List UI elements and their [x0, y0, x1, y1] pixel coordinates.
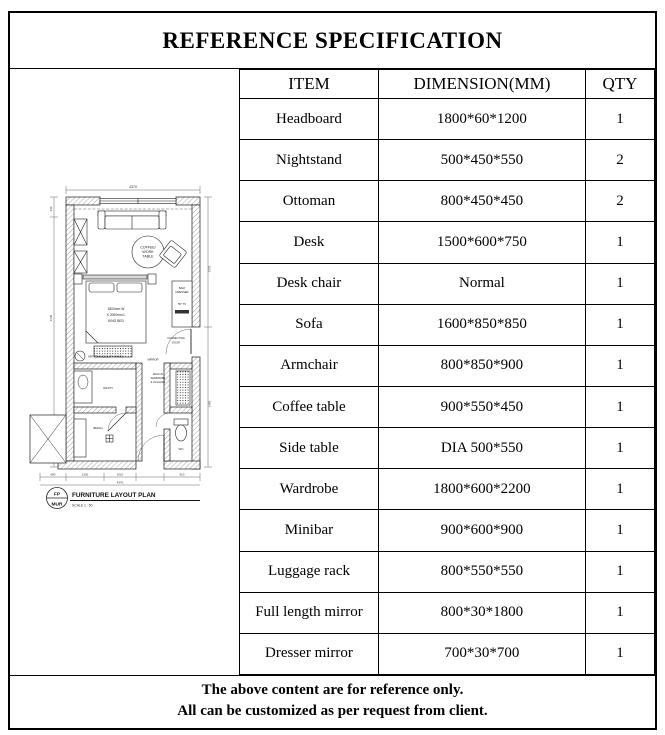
table-row	[240, 140, 655, 181]
qty-cell: 1	[585, 99, 654, 140]
title-bar	[10, 13, 655, 69]
header-item: ITEM	[240, 70, 379, 99]
qty-cell: 1	[585, 222, 654, 263]
qty-cell: 1	[585, 469, 654, 510]
dim-top: 4370	[129, 185, 137, 189]
qty-cell: 1	[585, 592, 654, 633]
dimension-cell: 1500*600*750	[378, 222, 585, 263]
footer-line-1: The above content are for reference only.	[201, 682, 464, 698]
dim-bottom-1: 680	[50, 472, 56, 477]
armchair	[159, 240, 187, 268]
partition-bath-top	[74, 363, 136, 369]
mirror-label: MIRROR	[147, 358, 159, 362]
partition-corridor-left	[136, 363, 142, 461]
qty-cell: 1	[585, 304, 654, 345]
wall-bottom-right	[164, 461, 200, 469]
dim-right-2: 1450	[207, 400, 212, 408]
wall-left	[66, 205, 74, 461]
svg-text:X 2000mm L: X 2000mm L	[106, 313, 126, 317]
qty-cell: 1	[585, 428, 654, 469]
bar-label-1: BAR/	[178, 287, 186, 290]
coffee-work-table	[132, 236, 164, 268]
art-panel-label: ART TRANQUILITY PANEL	[88, 354, 124, 359]
luggage-rack	[176, 371, 190, 405]
dim-left-2: 4730	[49, 314, 53, 322]
bench-label: BENCH	[93, 427, 103, 430]
wall-right-lower	[192, 357, 200, 469]
item-cell: Luggage rack	[240, 551, 379, 592]
svg-text:KING BED: KING BED	[108, 319, 124, 323]
tv-set	[175, 310, 189, 314]
sofa	[98, 211, 166, 229]
qty-cell: 1	[585, 633, 654, 674]
footer-note	[10, 675, 655, 728]
table-row	[240, 510, 655, 551]
wall-right-upper	[192, 205, 200, 327]
page-title: REFERENCE SPECIFICATION	[162, 27, 503, 53]
qty-cell: 1	[585, 551, 654, 592]
toilet-bowl	[176, 425, 187, 441]
dimension-cell: 800*30*1800	[378, 592, 585, 633]
qty-cell: 1	[585, 510, 654, 551]
svg-text:1800mm W: 1800mm W	[107, 307, 125, 311]
pillow-left	[89, 283, 114, 292]
window	[100, 199, 176, 204]
table-header-row	[240, 70, 655, 99]
item-cell: Dresser mirror	[240, 633, 379, 674]
shower-room	[74, 413, 126, 457]
floor-plan-drawing	[10, 69, 239, 670]
dimension-cell: 800*550*550	[378, 551, 585, 592]
spec-sheet-frame	[8, 11, 657, 730]
table-row	[240, 469, 655, 510]
dimension-cell: 800*850*900	[378, 345, 585, 386]
bar-dresser-tv	[172, 281, 192, 327]
toilet-tank	[174, 419, 188, 425]
dimension-cell: Normal	[378, 263, 585, 304]
partition-shower-stub	[126, 407, 136, 413]
dim-bottom-3: 1010	[116, 472, 124, 477]
plan-title-block	[47, 488, 201, 509]
walkin-label-2: WARDROBE	[150, 377, 166, 380]
dimension-cell: 800*450*450	[378, 181, 585, 222]
dimension-cell: 500*450*550	[378, 140, 585, 181]
vanity-label: VANITY	[102, 386, 114, 390]
plan-title: FURNITURE LAYOUT PLAN	[72, 492, 156, 499]
table-row	[240, 263, 655, 304]
coffee-table-label-2: WORK	[142, 250, 154, 254]
item-cell: Desk chair	[240, 263, 379, 304]
table-row	[240, 99, 655, 140]
dim-bottom-4: 910	[179, 472, 185, 477]
partition-corridor-right-lower	[164, 429, 170, 461]
shower-bench-seat	[74, 419, 86, 457]
item-cell: Headboard	[240, 99, 379, 140]
vanity	[74, 371, 113, 403]
dimension-cell: 1600*850*850	[378, 304, 585, 345]
item-cell: Ottoman	[240, 181, 379, 222]
plan-scale: SCALE 1 : 50	[72, 503, 93, 508]
dim-right-1: 5770	[207, 265, 212, 273]
dimension-cell: 900*600*900	[378, 510, 585, 551]
item-cell: Minibar	[240, 510, 379, 551]
item-cell: Wardrobe	[240, 469, 379, 510]
qty-cell: 1	[585, 263, 654, 304]
table-row	[240, 551, 655, 592]
connecting-door-label-1: CONNECTING	[167, 337, 185, 340]
qty-cell: 2	[585, 140, 654, 181]
dimension-cell: 1800*60*1200	[378, 99, 585, 140]
item-cell: Desk	[240, 222, 379, 263]
dimension-cell: 900*550*450	[378, 386, 585, 427]
table-row	[240, 592, 655, 633]
walkin-label-3: & LUGGAGE	[150, 381, 166, 384]
footer-line-2: All can be customized as per request from client.	[177, 703, 488, 719]
dim-bottom-total: 4370	[116, 480, 124, 485]
table-row	[240, 345, 655, 386]
floor-plan-cell	[10, 69, 239, 675]
item-cell: Coffee table	[240, 386, 379, 427]
dimension-cell: 700*30*700	[378, 633, 585, 674]
dimension-cell: DIA 500*550	[378, 428, 585, 469]
bed-label	[107, 307, 126, 323]
dim-bottom-2: 1200	[81, 472, 89, 477]
wall-top-right	[176, 197, 200, 205]
partition-corridor-right-upper	[164, 363, 170, 413]
item-cell: Armchair	[240, 345, 379, 386]
qty-cell: 2	[585, 181, 654, 222]
table-row	[240, 304, 655, 345]
table-row	[240, 633, 655, 674]
partition-walkin-top	[170, 363, 192, 369]
table-row	[240, 386, 655, 427]
item-cell: Full length mirror	[240, 592, 379, 633]
spec-table	[239, 69, 655, 675]
table-row	[240, 181, 655, 222]
partition-wc	[170, 407, 192, 413]
nightstand-left	[74, 274, 82, 284]
coffee-table-label-3: TABLE	[142, 254, 154, 259]
connecting-door	[166, 329, 191, 354]
body	[10, 69, 655, 675]
nightstand-right	[148, 274, 156, 284]
header-qty: QTY	[585, 70, 654, 99]
qty-cell: 1	[585, 386, 654, 427]
wc-room	[156, 413, 188, 451]
wc-door-arc	[156, 413, 170, 427]
bar-label-2: DRESSER	[175, 291, 189, 294]
minibar-closet	[74, 219, 87, 273]
item-cell: Sofa	[240, 304, 379, 345]
pillow-right	[117, 283, 142, 292]
plan-tag-top: FP	[53, 492, 61, 498]
dimension-cell: 1800*600*2200	[378, 469, 585, 510]
coffee-table-label-1: COFFEE/	[140, 245, 156, 250]
item-cell: Nightstand	[240, 140, 379, 181]
wall-top-left	[66, 197, 100, 205]
plan-tag-bottom: MUR	[51, 502, 63, 508]
connecting-door-label-2: DOOR	[172, 341, 180, 345]
table-row	[240, 222, 655, 263]
shaft-box	[30, 415, 66, 463]
table-row	[240, 428, 655, 469]
headboard	[83, 275, 147, 279]
tv-label: 55" TV	[177, 303, 187, 306]
header-dimension: DIMENSION(MM)	[378, 70, 585, 99]
item-cell: Side table	[240, 428, 379, 469]
wc-label: WC	[178, 447, 184, 451]
dim-left-1: 240	[49, 206, 53, 212]
walkin-label-1: WALK-IN	[152, 373, 164, 376]
partition-shower	[74, 407, 116, 413]
wall-bottom-left	[58, 461, 136, 469]
qty-cell: 1	[585, 345, 654, 386]
